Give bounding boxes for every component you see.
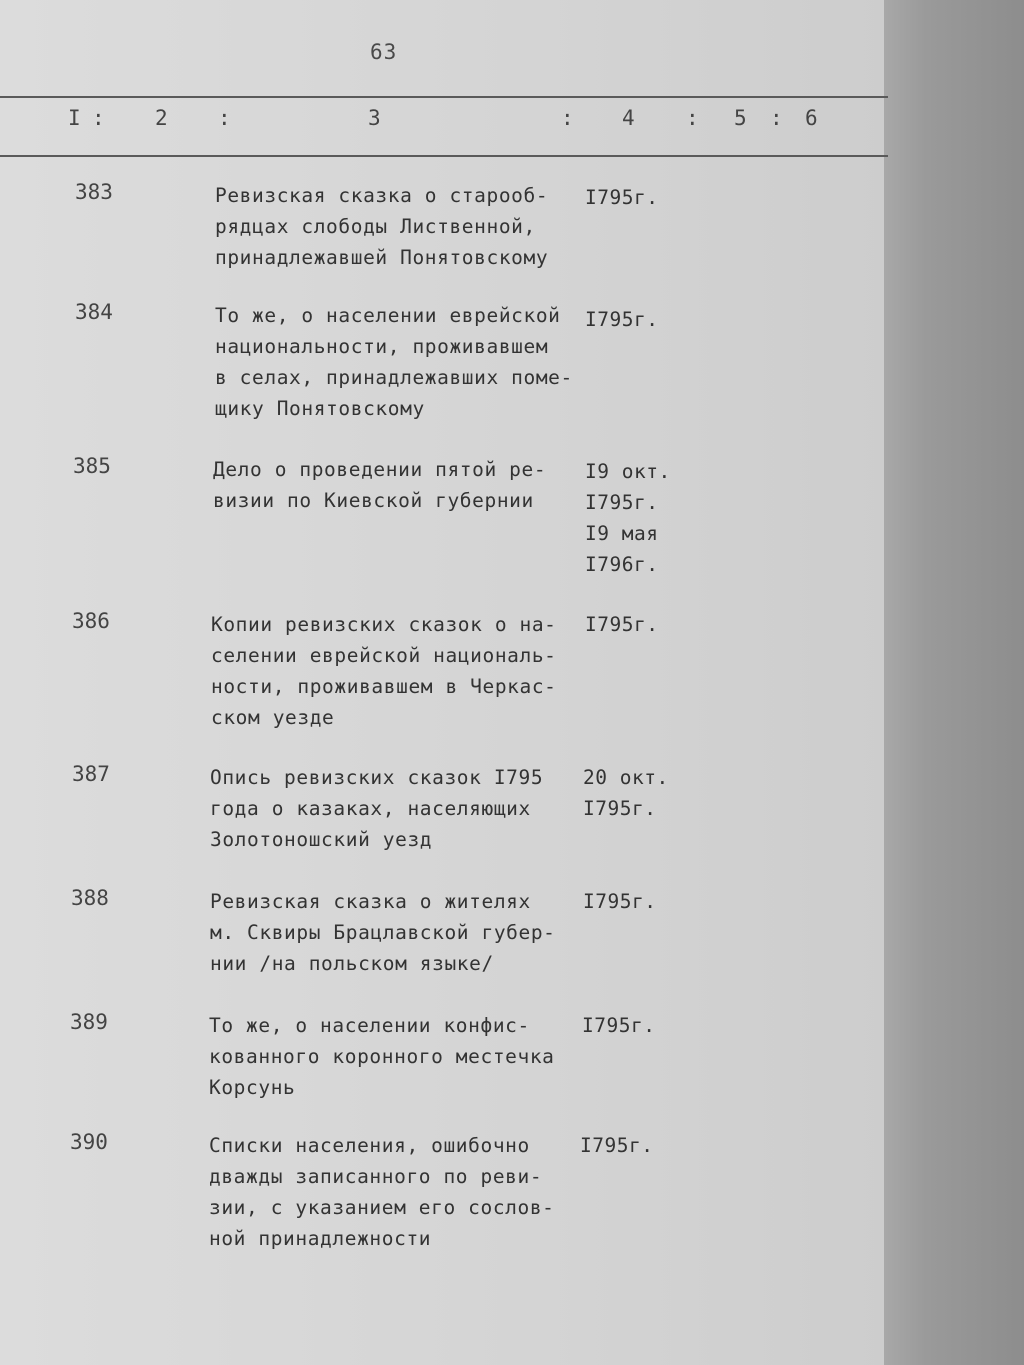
entry-line: селении еврейской националь-: [211, 644, 557, 667]
entry-date: [585, 304, 685, 335]
header-rule-bottom: [0, 155, 888, 157]
entry-number: 384: [75, 300, 113, 324]
page-edge-shadow: [884, 0, 1024, 1365]
column-separator: :: [561, 106, 574, 130]
entry-number: 390: [70, 1130, 108, 1154]
entry-number: 388: [71, 886, 109, 910]
entry-line: щику Понятовскому: [215, 397, 425, 420]
entry-number: 383: [75, 180, 113, 204]
column-header-4: 4: [622, 106, 635, 130]
entry-number: 389: [70, 1010, 108, 1034]
entry-description: [215, 300, 585, 424]
entry-line: года о казаках, населяющих: [210, 797, 531, 820]
entry-date: [580, 1130, 680, 1161]
entry-number: 387: [72, 762, 110, 786]
entry-date: [585, 609, 685, 640]
entry-date-line: I795г.: [585, 491, 659, 514]
entry-date: [582, 1010, 682, 1041]
entry-number: 385: [73, 454, 111, 478]
column-header-6: 6: [805, 106, 818, 130]
entry-line: То же, о населении конфис-: [209, 1014, 530, 1037]
column-separator: :: [770, 106, 783, 130]
entry-description: [210, 886, 580, 979]
entry-date: [585, 182, 685, 213]
entry-line: Ревизская сказка о жителях: [210, 890, 531, 913]
entry-date: [583, 762, 683, 824]
entry-line: Опись ревизских сказок I795: [210, 766, 544, 789]
entry-description: [213, 454, 583, 516]
entry-date-line: I795г.: [585, 186, 659, 209]
page-number: 63: [370, 40, 398, 64]
entry-line: кованного коронного местечка: [209, 1045, 555, 1068]
column-separator: :: [92, 106, 105, 130]
entry-line: м. Сквиры Брацлавской губер-: [210, 921, 556, 944]
entry-line: То же, о населении еврейской: [215, 304, 561, 327]
entry-line: ском уезде: [211, 706, 335, 729]
entry-line: рядцах слободы Лиственной,: [215, 215, 536, 238]
entry-date-line: I9 окт.: [585, 460, 671, 483]
entry-number: 386: [72, 609, 110, 633]
entry-line: принадлежавшей Понятовскому: [215, 246, 549, 269]
entry-line: дважды записанного по реви-: [209, 1165, 543, 1188]
entry-line: Корсунь: [209, 1076, 296, 1099]
entry-line: ной принадлежности: [209, 1227, 432, 1250]
entry-date: [585, 456, 685, 580]
entry-date-line: I795г.: [585, 613, 659, 636]
entry-line: Копии ревизских сказок о на-: [211, 613, 557, 636]
entry-date-line: I795г.: [582, 1014, 656, 1037]
entry-description: [209, 1130, 579, 1254]
entry-date-line: I795г.: [583, 890, 657, 913]
entry-description: [215, 180, 585, 273]
column-header-2: 2: [155, 106, 168, 130]
entry-date-line: I795г.: [580, 1134, 654, 1157]
entry-line: в селах, принадлежавших поме-: [215, 366, 573, 389]
entry-line: зии, с указанием его сослов-: [209, 1196, 555, 1219]
entry-line: визии по Киевской губернии: [213, 489, 534, 512]
column-header-5: 5: [734, 106, 747, 130]
entry-line: ности, проживавшем в Черкас-: [211, 675, 557, 698]
entry-date-line: I795г.: [585, 308, 659, 331]
entry-date-line: I795г.: [583, 797, 657, 820]
entry-line: Дело о проведении пятой ре-: [213, 458, 547, 481]
column-header-3: 3: [368, 106, 381, 130]
entry-date: [583, 886, 683, 917]
column-separator: :: [686, 106, 699, 130]
entry-date-line: I9 мая: [585, 522, 659, 545]
column-header-1: I: [68, 106, 81, 130]
entry-date-line: I796г.: [585, 553, 659, 576]
entry-line: нии /на польском языке/: [210, 952, 494, 975]
entry-line: Списки населения, ошибочно: [209, 1134, 530, 1157]
entry-line: национальности, проживавшем: [215, 335, 549, 358]
entry-description: [211, 609, 581, 733]
entry-line: Золотоношский уезд: [210, 828, 433, 851]
entry-line: Ревизская сказка о старооб-: [215, 184, 549, 207]
entry-description: [209, 1010, 579, 1103]
column-separator: :: [218, 106, 231, 130]
entry-description: [210, 762, 580, 855]
header-rule-top: [0, 96, 888, 98]
entry-date-line: 20 окт.: [583, 766, 669, 789]
